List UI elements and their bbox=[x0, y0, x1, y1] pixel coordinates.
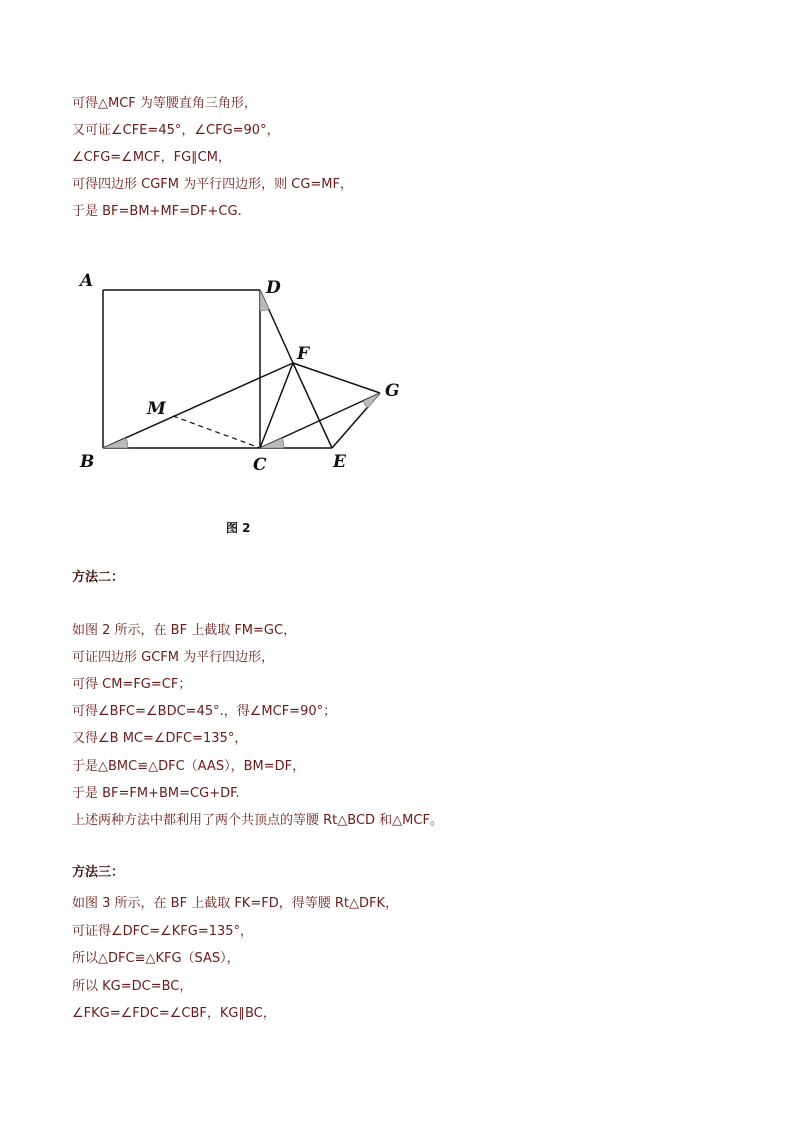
method3-heading: 方法三： bbox=[72, 865, 125, 880]
label-m: M bbox=[147, 399, 166, 419]
segment-mc-dashed bbox=[173, 416, 260, 448]
intro-line-3: ∠CFG=∠MCF，FG∥CM， bbox=[72, 150, 231, 165]
method2-heading: 方法二： bbox=[72, 570, 125, 585]
method2-line-8: 上述两种方法中都利用了两个共顶点的等腰 Rt△BCD 和△MCF。 bbox=[72, 813, 443, 828]
intro-line-2: 又可证∠CFE=45°，∠CFG=90°， bbox=[72, 123, 280, 138]
segment-fg bbox=[293, 363, 380, 393]
method3-line-1: 如图 3 所示，在 BF 上截取 FK=FD，得等腰 Rt△DFK， bbox=[72, 896, 398, 911]
angle-mark-b bbox=[103, 438, 128, 448]
method2-line-4: 可得∠BFC=∠BDC=45°.，得∠MCF=90°； bbox=[72, 704, 337, 719]
method3-line-3: 所以△DFC≌△KFG（SAS）， bbox=[72, 951, 240, 966]
label-g: G bbox=[385, 381, 400, 401]
method3-line-5: ∠FKG=∠FDC=∠CBF，KG∥BC， bbox=[72, 1006, 276, 1021]
geometry-figure bbox=[0, 0, 794, 560]
method2-line-6: 于是△BMC≌△DFC（AAS），BM=DF， bbox=[72, 759, 306, 774]
method3-line-2: 可证得∠DFC=∠KFG=135°， bbox=[72, 924, 254, 939]
label-e: E bbox=[333, 452, 346, 472]
label-b: B bbox=[80, 452, 95, 472]
method2-line-7: 于是 BF=FM+BM=CG+DF. bbox=[72, 786, 240, 801]
method2-line-3: 可得 CM=FG=CF； bbox=[72, 677, 192, 692]
method2-line-5: 又得∠B MC=∠DFC=135°， bbox=[72, 731, 248, 746]
method2-line-2: 可证四边形 GCFM 为平行四边形， bbox=[72, 650, 275, 665]
label-f: F bbox=[297, 344, 310, 364]
angle-mark-g bbox=[363, 393, 380, 408]
label-d: D bbox=[266, 278, 281, 298]
segment-fe bbox=[293, 363, 332, 448]
label-c: C bbox=[253, 455, 267, 475]
method2-line-1: 如图 2 所示，在 BF 上截取 FM=GC， bbox=[72, 623, 297, 638]
intro-line-1: 可得△MCF 为等腰直角三角形， bbox=[72, 96, 257, 111]
method3-line-4: 所以 KG=DC=BC， bbox=[72, 979, 193, 994]
intro-line-4: 可得四边形 CGFM 为平行四边形，则 CG=MF， bbox=[72, 177, 353, 192]
label-a: A bbox=[80, 271, 94, 291]
intro-line-5: 于是 BF=BM+MF=DF+CG. bbox=[72, 204, 242, 219]
figure-caption: 图 2 bbox=[226, 521, 251, 535]
